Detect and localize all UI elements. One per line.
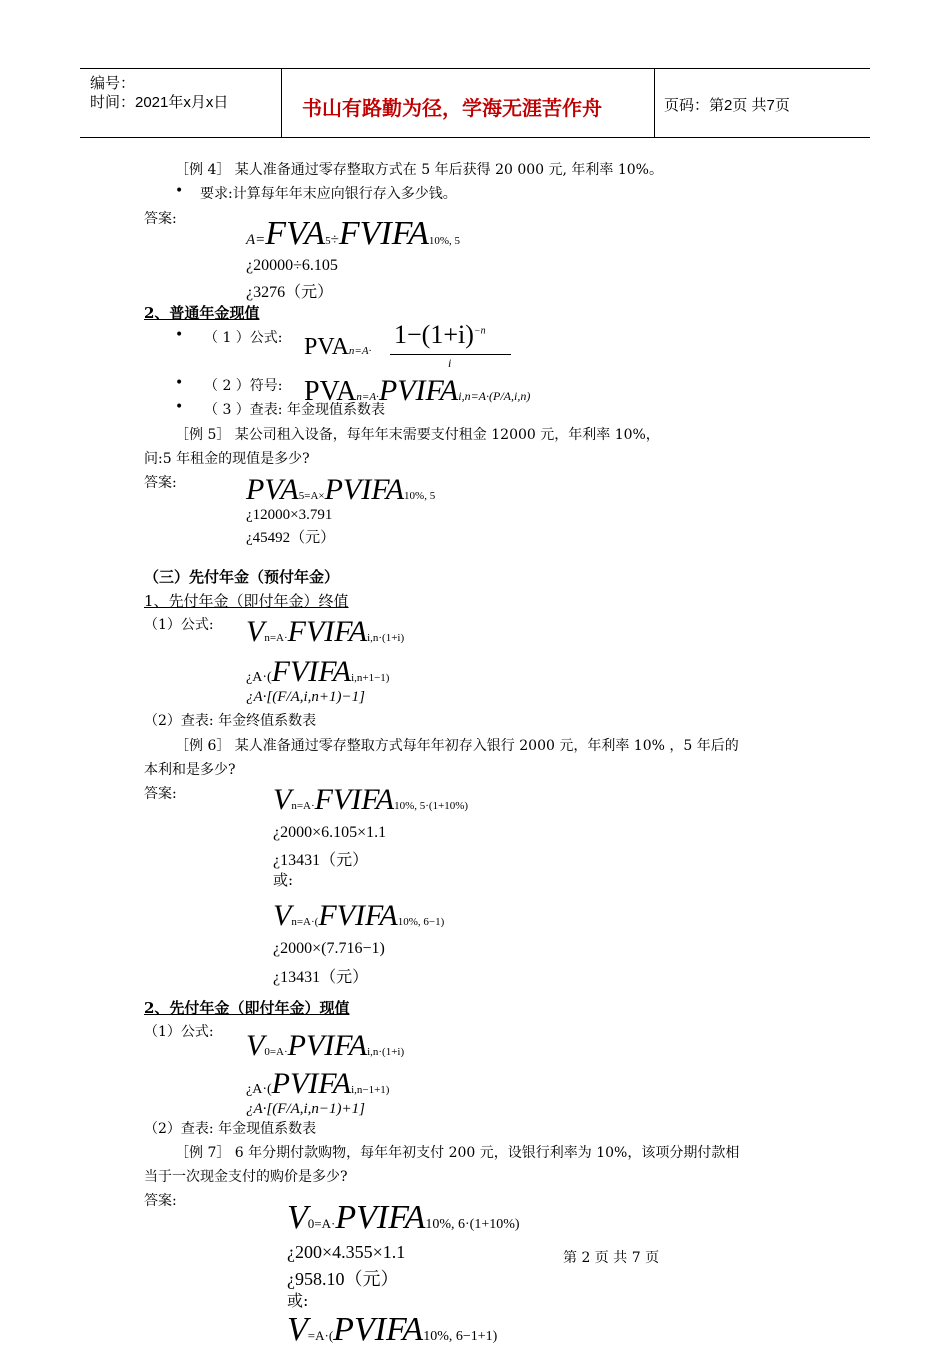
bullet-icon: •: [175, 375, 184, 391]
formula-ex4-1: A=FVA5÷FVIFA10%, 5: [246, 215, 461, 252]
formula-ex6-4: Vn=A·(FVIFA10%, 6−1): [273, 899, 445, 932]
section-heading: 2、普通年金现值: [144, 304, 260, 322]
table-item-label: （2）查表: 年金现值系数表: [144, 1121, 317, 1137]
formula-ex7-3: ¿958.10（元）: [287, 1269, 399, 1289]
bullet-icon: •: [175, 183, 184, 199]
formula-ex5-1: PVA5=A×PVIFA10%, 5: [246, 473, 436, 506]
motto: 书山有路勤为径，学海无涯苦作舟: [302, 98, 602, 120]
formula-ex6-3: ¿13431（元）: [273, 852, 369, 869]
answer-label: 答案:: [144, 786, 177, 802]
bullet-icon: •: [175, 327, 184, 343]
bullet-icon: •: [175, 399, 184, 415]
section-heading: （三）先付年金（预付年金）: [144, 568, 340, 586]
formula-symbol: PVAn=A·PVIFAi,n=A·(P/A,i,n): [304, 374, 531, 407]
page-header: [80, 68, 870, 138]
answer-label: 答案:: [144, 1193, 177, 1209]
formula-item-label: （1）公式:: [144, 1024, 214, 1040]
example-5-line1: ［例 5］ 某公司租入设备，每年年末需要支付租金 12000 元，年利率 10%，: [175, 427, 660, 443]
header-divider: [281, 69, 282, 137]
example-6-line1: ［例 6］ 某人准备通过零存整取方式每年年初存入银行 2000 元，年利率 10% ，5 年后的: [175, 738, 739, 754]
example-7-line2: 当于一次现金支付的购价是多少?: [144, 1169, 348, 1185]
section-heading: 2、先付年金（即付年金）现值: [144, 999, 350, 1017]
formula-numerator: $1-(1+i)^{-n}$: [394, 320, 486, 349]
answer-label: 答案:: [144, 475, 177, 491]
example-5-line2: 问:5 年租金的现值是多少?: [144, 451, 310, 467]
formula-fv-due-1: Vn=A·FVIFAi,n·(1+i): [246, 615, 405, 648]
time-label: 时间：2021年x月x日: [90, 94, 229, 111]
formula-ex6-2: ¿2000×6.105×1.1: [273, 824, 387, 841]
formula-ex7-1: V0=A·PVIFA10%, 6·(1+10%): [287, 1199, 520, 1236]
formula-ex7-4: V=A·(PVIFA10%, 6−1+1): [287, 1311, 498, 1348]
formula-pv-due-2: ¿A·(PVIFAi,n−1+1): [246, 1067, 390, 1100]
formula-ex5-2: ¿12000×3.791: [246, 507, 333, 523]
formula-item-label: （ 1 ）公式:: [204, 330, 283, 346]
formula-pva: PVAn=A·: [304, 334, 372, 360]
formula-denominator: i: [448, 356, 452, 370]
formula-ex6-5: ¿2000×(7.716−1): [273, 940, 385, 957]
formula-ex5-3: ¿45492（元）: [246, 530, 336, 546]
answer-label: 答案:: [144, 211, 177, 227]
subsection-heading: 1、先付年金（即付年金）终值: [144, 592, 349, 610]
formula-fv-due-3: ¿A·[(F/A,i,n+1)−1]: [246, 689, 365, 705]
formula-ex6-6: ¿13431（元）: [273, 969, 369, 986]
table-item-label: （ 3 ）查表: 年金现值系数表: [204, 402, 385, 418]
formula-item-label: （1）公式:: [144, 617, 214, 633]
formula-pv-due-3: ¿A·[(F/A,i,n−1)+1]: [246, 1101, 365, 1117]
formula-ex4-3: ¿3276（元）: [246, 284, 334, 301]
footer-page-number: 第 2 页 共 7 页: [563, 1250, 660, 1266]
example-6-line2: 本利和是多少?: [144, 762, 236, 778]
header-divider: [654, 69, 655, 137]
example-4-requirement: 要求:计算每年年末应向银行存入多少钱。: [200, 186, 457, 202]
or-label: 或:: [287, 1291, 309, 1310]
example-4-title: ［例 4］ 某人准备通过零存整取方式在 5 年后获得 20 000 元, 年利率 10%。: [175, 162, 663, 178]
serial-label: 编号：: [90, 75, 136, 92]
example-7-line1: ［例 7］ 6 年分期付款购物，每年年初支付 200 元，设银行利率为 10%，该项分期付款相: [175, 1145, 740, 1161]
formula-pv-due-1: V0=A·PVIFAi,n·(1+i): [246, 1029, 405, 1062]
symbol-item-label: （ 2 ）符号:: [204, 378, 283, 394]
table-item-label: （2）查表: 年金终值系数表: [144, 713, 317, 729]
or-label: 或:: [273, 871, 294, 889]
formula-ex7-2: ¿200×4.355×1.1: [287, 1242, 406, 1262]
fraction-bar: [390, 354, 511, 355]
page-label: 页码：第2页 共7页: [664, 97, 790, 114]
formula-fv-due-2: ¿A·(FVIFAi,n+1−1): [246, 655, 390, 688]
formula-ex6-1: Vn=A·FVIFA10%, 5·(1+10%): [273, 783, 469, 816]
formula-ex4-2: ¿20000÷6.105: [246, 257, 338, 274]
